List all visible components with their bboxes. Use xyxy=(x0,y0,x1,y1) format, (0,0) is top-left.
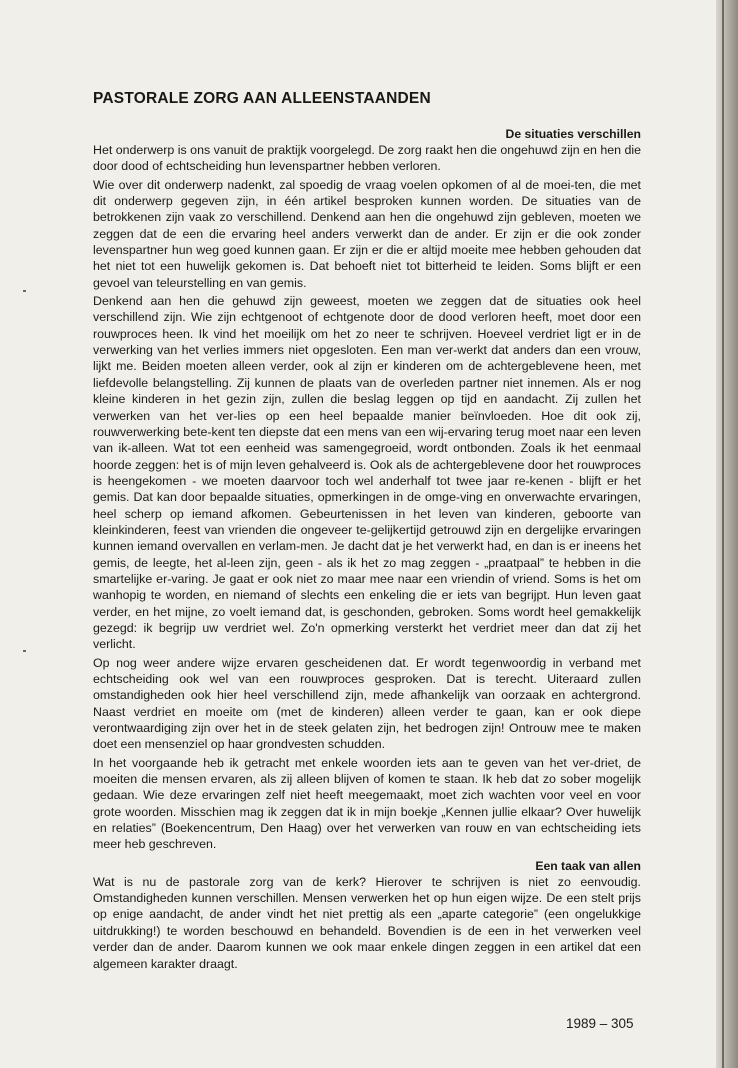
article xyxy=(93,90,641,974)
paragraph: In het voorgaande heb ik getracht met enkele woorden iets aan te geven van het ver-driet, de moeiten die mensen ervaren, als zij alleen blijven of komen te staan. Ik heb dat zo sober mogelijk gedaan. Wie deze ervaringen zelf niet heeft meegemaakt, moet zich wachten voor veel en voor grote woorden. Misschien mag ik zeggen dat ik in mijn boekje „Kennen jullie elkaar? Over huwelijk en relaties” (Boekencentrum, Den Haag) over het verwerken van rouw en van echtscheiding iets meer heb geschreven. xyxy=(93,755,641,852)
section-taak xyxy=(93,858,641,972)
paragraph: Op nog weer andere wijze ervaren gescheidenen dat. Er wordt tegenwoordig in verband met echtscheiding ook wel van een rouwproces gesproken. Dat is terecht. Uiteraard zullen omstandigheden ook hier heel verschillend zijn, mede afhankelijk van oorzaak en achtergrond. Naast verdriet en moeite om (met de kinderen) alleen verder te gaan, kan er ook diepe verontwaardiging zijn over het in de steek gelaten zijn, het bedrogen zijn! Ontrouw mee te maken doet een mensenziel op haar grondvesten schudden. xyxy=(93,655,641,752)
paragraph: Het onderwerp is ons vanuit de praktijk voorgelegd. De zorg raakt hen die ongehuwd zijn en hen die door dood of echtscheiding hun levenspartner hebben verloren. xyxy=(93,143,641,174)
page-number: 1989 – 305 xyxy=(566,1016,634,1031)
paragraph: Wat is nu de pastorale zorg van de kerk? Hierover te schrijven is niet zo eenvoudig. Omstandigheden kunnen verschillen. Mensen verwerken het op hun eigen wijze. De een stelt prijs op enige aandacht, de ander vindt het niet prettig als een „aparte categorie” (een ongelukkige uitdrukking!) te worden beschouwd en behandeld. Bovendien is de een in het verwerken veel verder dan de ander. Daarom kunnen we ook maar enkele dingen zeggen in een artikel dat een algemeen karakter draagt. xyxy=(93,874,641,971)
section-heading: De situaties verschillen xyxy=(505,127,641,141)
section-heading: Een taak van allen xyxy=(535,858,641,873)
section-situaties xyxy=(93,126,641,853)
scan-page-edge xyxy=(716,0,738,1068)
margin-mark xyxy=(23,650,26,652)
article-title: PASTORALE ZORG AAN ALLEENSTAANDEN xyxy=(93,90,431,107)
paragraph: Wie over dit onderwerp nadenkt, zal spoedig de vraag voelen opkomen of al de moei-ten, die met dit onderwerp gegeven zijn, in één artikel besproken kunnen worden. De situaties van de betrokkenen zijn vaak zo verschillend. Denkend aan hen die ongehuwd zijn gebleven, moeten we zeggen dat de een die ervaring heel anders verwerkt dan de ander. Er zijn er die ook zonder levenspartner hun weg goed kunnen gaan. Er zijn er die er altijd moeite mee hebben gehouden dat het niet tot een huwelijk gekomen is. Dat behoeft niet tot bitterheid te leiden. Soms blijft er een gevoel van teleurstelling en van gemis. xyxy=(93,177,641,290)
paragraph: Denkend aan hen die gehuwd zijn geweest, moeten we zeggen dat de situaties ook heel verschillend zijn. Wie zijn echtgenoot of echtgenote door de dood verloren heeft, moet door een rouwproces heen. Ik vind het moeilijk om het zo neer te schrijven. Hoeveel verdriet ligt er in de verwerking van het verlies immers niet opgesloten. Een man ver-werkt dat anders dan een vrouw, lijkt me. Beiden moeten alleen verder, ook al zijn er kinderen om de achtergeblevene heen, met liefdevolle belangstelling. Zij kunnen de plaats van de overleden partner niet innemen. Als er nog kleine kinderen in het gezin zijn, zullen die beslag leggen op tijd en aandacht. Zij zullen het verwerken van het ver-lies op een heel bepaalde manier beïnvloeden. Hoe dit ook zij, rouwverwerking bete-kent ten diepste dat een mens van een wij-ervaring terug moet naar een leven van ik-alleen. Wat tot een eenheid was samengegroeid, wordt ontbonden. Zoals ik het eenmaal hoorde zeggen: het is of mijn leven gehalveerd is. Ook als de achtergeblevene door het rouwproces is heengekomen - we moeten daarvoor toch wel anderhalf tot twee jaar re-kenen - blijft er het gemis. Dat kan door bepaalde situaties, opmerkingen in de omge-ving en onverwachte ervaringen, heel scherp op iemand afkomen. Gebeurtenissen in het leven van kinderen, geboorte van kleinkinderen, feest van vrienden die ongeveer te-gelijkertijd getrouwd zijn en dergelijke ervaringen kunnen iemand overvallen en verlam-men. Je dacht dat je het verwerkt had, en dan is er ineens het gemis, de leegte, het al-leen zijn, geen - als ik het zo mag zeggen - „praatpaal” te hebben in die smartelijke er-varing. Je gaat er ook niet zo maar mee naar een vriendin of vriend. Soms is het om wanhopig te worden, en niemand of slechts een enkeling die er iets van begrijpt. Hun leven gaat verder, en het mijne, zo voelt iemand dat, is geschonden, gebroken. Soms wordt heel gemakkelijk gezegd: ik begrijp uw verdriet wel. Zo'n opmerking versterkt het verdriet meer dan dat zij het verlicht. xyxy=(93,294,641,652)
scan-binding-line xyxy=(722,0,724,1068)
margin-mark xyxy=(23,290,26,292)
